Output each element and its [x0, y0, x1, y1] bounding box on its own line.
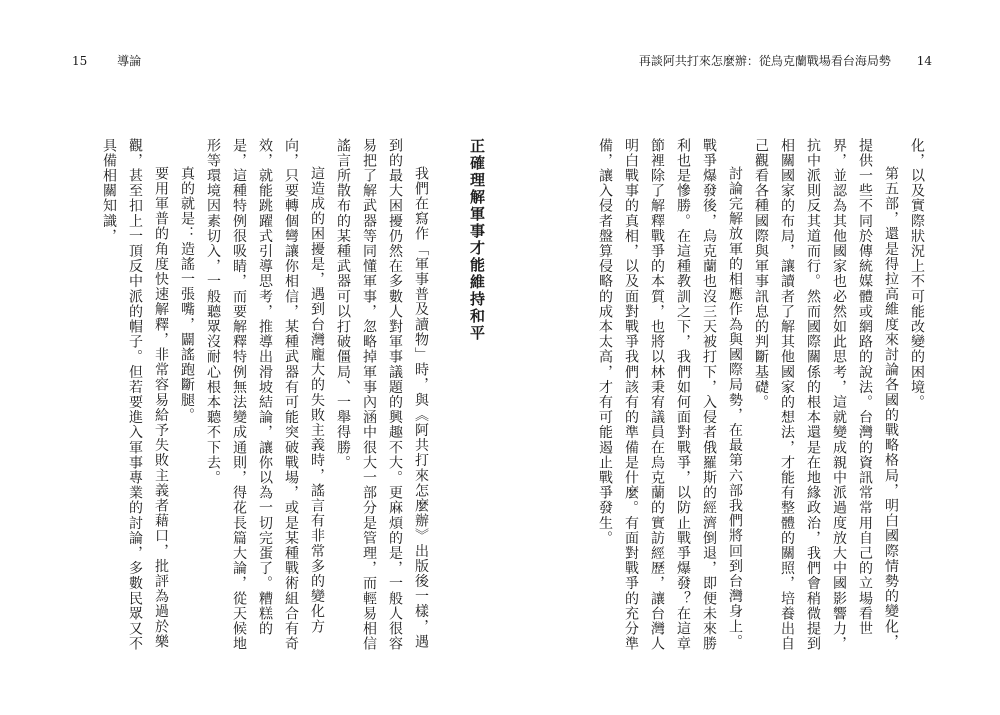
- paragraph: 真的就是：造謠一張嘴，闢謠跑斷腿。: [179, 166, 195, 423]
- paragraph: 我們在寫作「軍事普及讀物」時，與《阿共打來怎麼辦》出版後一樣，遇到的最大困擾仍然在多數人對軍事議題的興趣不大。更麻煩的是，一般人很容易把了解武器等同懂軍事，忽略掉軍事內涵中很大一部分是管理，而輕易相信謠言所散布的某種武器可以打破僵局、一舉得勝。: [335, 138, 429, 652]
- paragraph: 要用軍普的角度快速解釋，非常容易給予失敗主義者藉口，批評為過於樂觀，甚至扣上一頂反中派的帽子。但若要進入軍事專業的討論，多數民眾又不具備相關知識，: [101, 138, 169, 652]
- paragraph: 這造成的困擾是，遇到台灣龐大的失敗主義時，謠言有非常多的變化方向，只要轉個彎讓你相信，某種武器有可能突破戰場，或是某種戰術組合有奇效，就能跳躍式引導思考，推導出滑坡結論，讓你以為一切完蛋了。糟糕的是，這種特例很吸睛，而要解釋特例無法變成通則，得花長篇大論，從天候地形等環境因素切入，一般聽眾沒耐心根本聽不下去。: [205, 138, 325, 652]
- section-heading: 正確理解軍事才能維持和平: [468, 138, 486, 342]
- paragraph: 第五部，還是得拉高維度來討論各國的戰略格局，明白國際情勢的變化，提供一些不同於傳統媒體或網路的說法。台灣的資訊常常用自己的立場看世界，並認為其他國家也必然如此思考，這就變成親中派過度放大中國影響力，抗中派則反其道而行。然而國際關係的根本還是在地緣政治，我們會稍微提到相關國家的布局，讓讀者了解其他國家的想法，才能有整體的關照，培養出自己觀看各種國際與軍事訊息的判斷基礎。: [753, 138, 899, 652]
- left-page-body: [70, 138, 490, 663]
- left-page-header: [72, 52, 141, 69]
- paragraph: 化，以及實際狀況上不可能改變的困境。: [909, 138, 925, 410]
- book-title: 再談阿共打來怎麼辦：從烏克蘭戰場看台海局勢: [638, 54, 891, 68]
- right-page-number: 14: [916, 54, 932, 68]
- left-chapter-title: 導論: [117, 54, 142, 68]
- right-page-body: [528, 138, 930, 663]
- left-page-number: 15: [72, 54, 88, 68]
- right-page-header: [639, 52, 932, 69]
- paragraph: 討論完解放軍的相應作為與國際局勢，在最第六部我們將回到台灣身上。戰爭爆發後，烏克蘭也沒三天被打下，入侵者俄羅斯的經濟倒退，即便未來勝利也是慘勝。在這種教訓之下，我們如何面對戰爭，以防止戰爭爆發？在這章節裡除了解釋戰爭的本質，也將以林秉宥議員在烏克蘭的實訪經歷，讓台灣人明白戰事的真相，以及面對戰爭我們該有的準備是什麼。有面對戰爭的充分準備，讓入侵者盤算侵略的成本太高，才有可能遏止戰爭發生。: [597, 138, 743, 652]
